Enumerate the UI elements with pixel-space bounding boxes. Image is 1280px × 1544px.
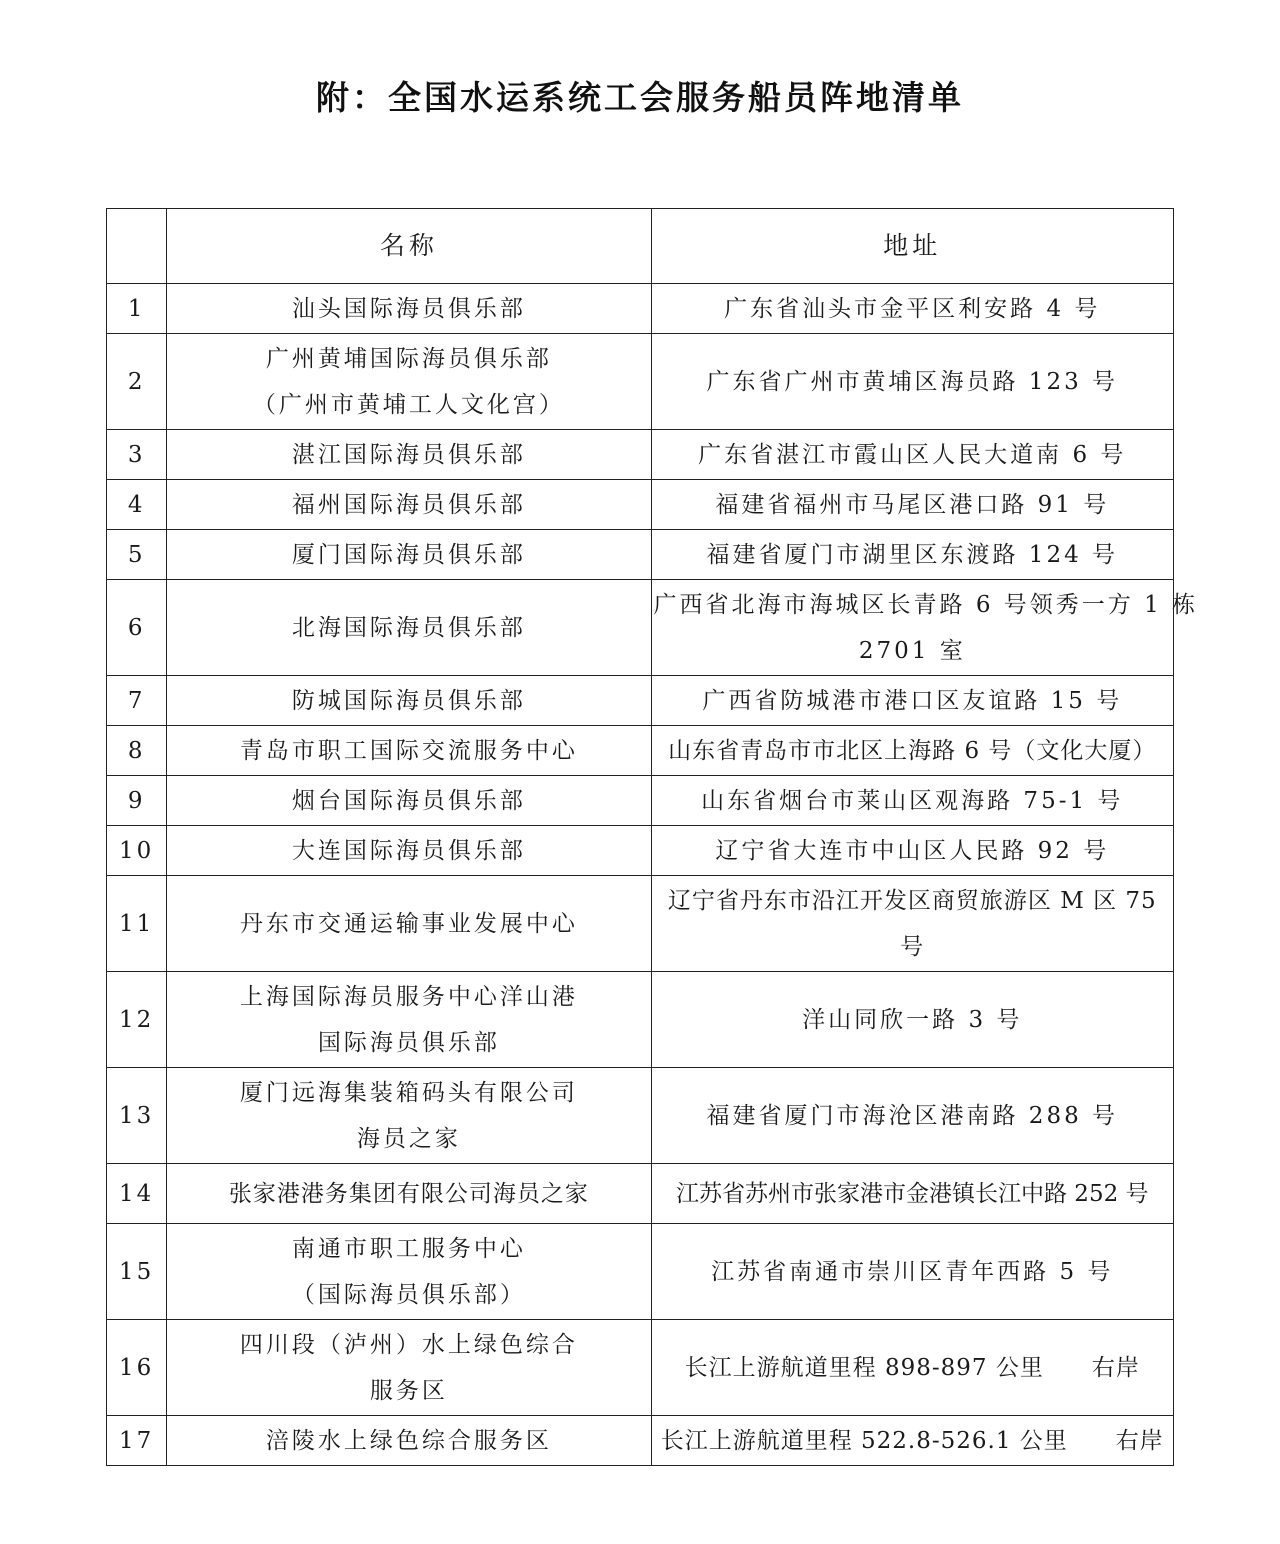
row-index: 9: [107, 776, 167, 826]
row-name: 南通市职工服务中心 （国际海员俱乐部）: [167, 1224, 651, 1320]
row-address: 广东省广州市黄埔区海员路 123 号: [651, 334, 1173, 430]
row-name: 福州国际海员俱乐部: [167, 480, 651, 530]
table-header-row: [107, 209, 1174, 284]
row-index: 13: [107, 1068, 167, 1164]
table-row: [107, 284, 1174, 334]
row-index: 2: [107, 334, 167, 430]
row-index: 4: [107, 480, 167, 530]
table-row: [107, 726, 1174, 776]
row-name: 北海国际海员俱乐部: [167, 580, 651, 676]
table-row: [107, 826, 1174, 876]
table-row: [107, 334, 1174, 430]
table-row: [107, 676, 1174, 726]
table-row: [107, 1224, 1174, 1320]
row-address: 山东省青岛市市北区上海路 6 号（文化大厦）: [651, 726, 1173, 776]
row-name: 上海国际海员服务中心洋山港 国际海员俱乐部: [167, 972, 651, 1068]
table-row: [107, 530, 1174, 580]
row-index: 3: [107, 430, 167, 480]
table-row: [107, 876, 1174, 972]
row-address: 长江上游航道里程 898-897 公里 右岸: [651, 1320, 1173, 1416]
row-name: 厦门远海集装箱码头有限公司 海员之家: [167, 1068, 651, 1164]
row-address: 辽宁省丹东市沿江开发区商贸旅游区 M 区 75 号: [651, 876, 1173, 972]
row-index: 7: [107, 676, 167, 726]
row-address: 长江上游航道里程 522.8-526.1 公里 右岸: [651, 1416, 1173, 1466]
row-address: 福建省厦门市湖里区东渡路 124 号: [651, 530, 1173, 580]
row-name: 青岛市职工国际交流服务中心: [167, 726, 651, 776]
row-name: 防城国际海员俱乐部: [167, 676, 651, 726]
row-name: 涪陵水上绿色综合服务区: [167, 1416, 651, 1466]
row-index: 8: [107, 726, 167, 776]
row-address: 辽宁省大连市中山区人民路 92 号: [651, 826, 1173, 876]
row-address: 山东省烟台市莱山区观海路 75-1 号: [651, 776, 1173, 826]
row-index: 17: [107, 1416, 167, 1466]
row-name: 丹东市交通运输事业发展中心: [167, 876, 651, 972]
row-address: 江苏省南通市崇川区青年西路 5 号: [651, 1224, 1173, 1320]
row-index: 11: [107, 876, 167, 972]
table-row: [107, 1068, 1174, 1164]
table-row: [107, 580, 1174, 676]
header-name: 名称: [167, 209, 651, 284]
row-address: 福建省福州市马尾区港口路 91 号: [651, 480, 1173, 530]
seafarer-service-table: [106, 208, 1199, 1466]
row-index: 1: [107, 284, 167, 334]
row-address: 广西省防城港市港口区友谊路 15 号: [651, 676, 1173, 726]
table-row: [107, 1320, 1174, 1416]
row-address: 广东省湛江市霞山区人民大道南 6 号: [651, 430, 1173, 480]
row-name: 湛江国际海员俱乐部: [167, 430, 651, 480]
row-index: 14: [107, 1164, 167, 1224]
row-name: 张家港港务集团有限公司海员之家: [167, 1164, 651, 1224]
row-name: 汕头国际海员俱乐部: [167, 284, 651, 334]
page-title: 附：全国水运系统工会服务船员阵地清单: [316, 78, 964, 117]
row-name: 广州黄埔国际海员俱乐部 （广州市黄埔工人文化宫）: [167, 334, 651, 430]
table-row: [107, 480, 1174, 530]
table-row: [107, 1164, 1174, 1224]
table-row: [107, 1416, 1174, 1466]
row-name: 大连国际海员俱乐部: [167, 826, 651, 876]
row-index: 16: [107, 1320, 167, 1416]
row-index: 10: [107, 826, 167, 876]
row-name: 烟台国际海员俱乐部: [167, 776, 651, 826]
header-index: [107, 209, 167, 284]
row-name: 四川段（泸州）水上绿色综合 服务区: [167, 1320, 651, 1416]
row-index: 6: [107, 580, 167, 676]
row-address: 洋山同欣一路 3 号: [651, 972, 1173, 1068]
table-row: [107, 430, 1174, 480]
row-address: 福建省厦门市海沧区港南路 288 号: [651, 1068, 1173, 1164]
header-address: 地址: [651, 209, 1173, 284]
table-row: [107, 776, 1174, 826]
table-row: [107, 972, 1174, 1068]
row-index: 15: [107, 1224, 167, 1320]
row-address: 广东省汕头市金平区利安路 4 号: [651, 284, 1173, 334]
row-index: 5: [107, 530, 167, 580]
row-address: 广西省北海市海城区长青路 6 号领秀一方 1 栋 2701 室: [651, 580, 1173, 676]
row-name: 厦门国际海员俱乐部: [167, 530, 651, 580]
row-address: 江苏省苏州市张家港市金港镇长江中路 252 号: [651, 1164, 1173, 1224]
row-index: 12: [107, 972, 167, 1068]
